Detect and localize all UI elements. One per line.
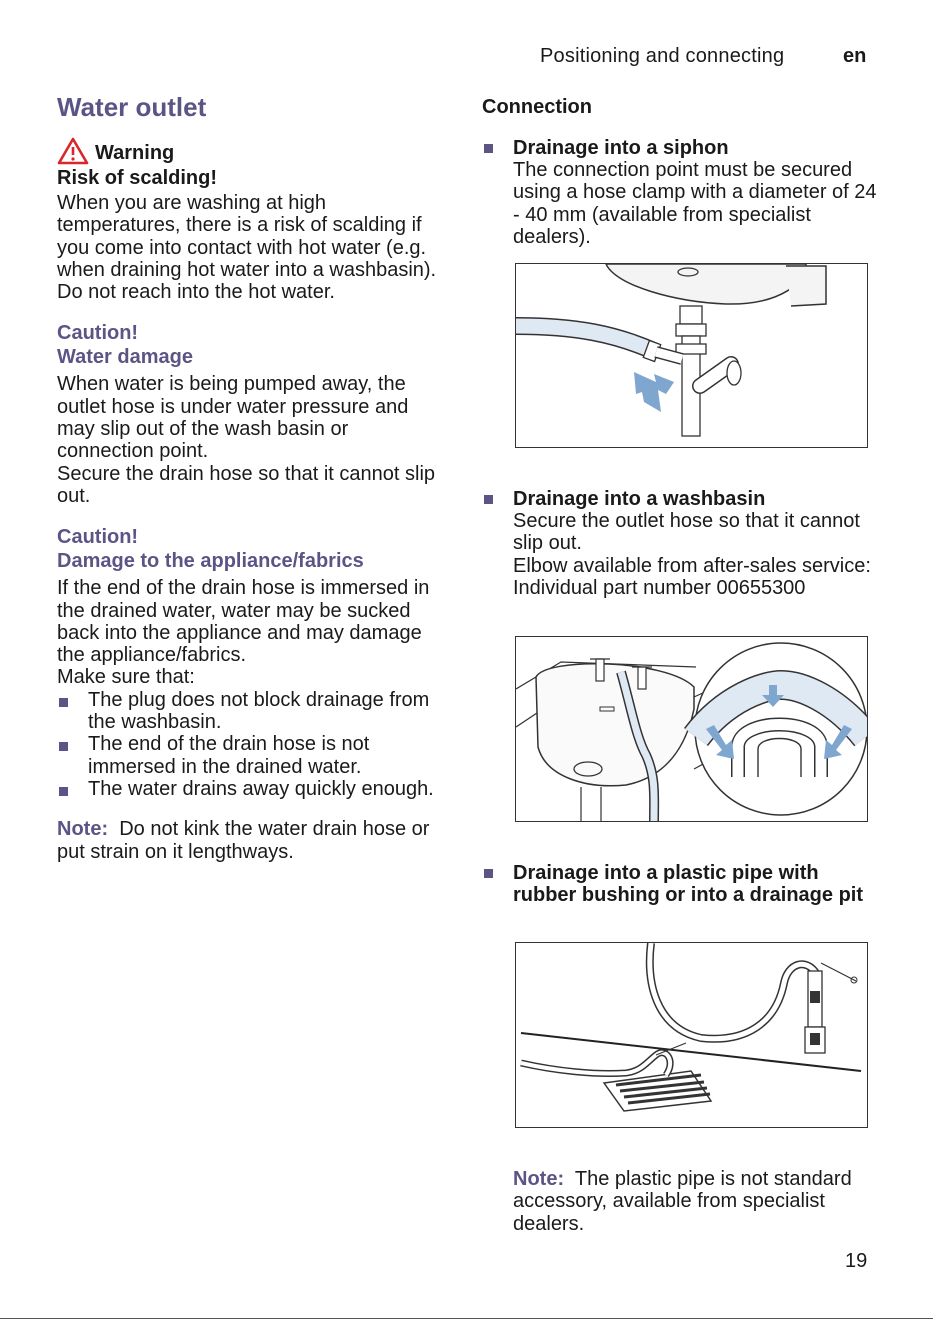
washbasin-item xyxy=(482,488,877,599)
siphon-item xyxy=(482,137,877,248)
right-column xyxy=(482,92,877,248)
washbasin-heading: Drainage into a washbasin xyxy=(513,488,766,510)
arrow-icon xyxy=(634,372,674,412)
list-item: The end of the drain hose is not immersed in the drained water. xyxy=(57,733,447,778)
caution-label: Caution! xyxy=(57,322,139,345)
drainage-pit-illustration xyxy=(515,942,868,1128)
section-title: Water outlet xyxy=(57,92,207,122)
note-text: Do not kink the water drain hose or put strain on it lengthways. xyxy=(57,818,430,863)
siphon-illustration xyxy=(515,263,868,448)
right-note xyxy=(513,1168,873,1235)
washbasin-illustration xyxy=(515,636,868,822)
caution-instruction: Secure the drain hose so that it cannot slip out. xyxy=(57,462,436,507)
washbasin-line: Secure the outlet hose so that it cannot slip out. xyxy=(513,510,860,555)
note-text: The plastic pipe is not standard accessory, available from specialist dealers. xyxy=(513,1168,852,1235)
pipe-item xyxy=(482,862,877,906)
warning-triangle-icon xyxy=(57,137,89,165)
header-language: en xyxy=(843,45,867,67)
pipe-heading: Drainage into a plastic pipe with rubber bushing or into a drainage pit xyxy=(513,862,864,906)
bullet xyxy=(484,869,493,878)
left-column xyxy=(57,92,447,863)
warning-body: When you are washing at high temperatures, there is a risk of scalding if you come into contact with hot water (e.g. when draining hot water into a washbasin). xyxy=(57,192,437,281)
bottom-divider xyxy=(0,1318,933,1319)
connection-title: Connection xyxy=(482,96,592,118)
page-number: 19 xyxy=(845,1250,868,1272)
washbasin-item-wrap xyxy=(482,488,877,599)
note xyxy=(57,818,447,863)
washbasin-line: Individual part number 00655300 xyxy=(513,576,806,599)
caution-list xyxy=(57,689,447,800)
warning-heading: Risk of scalding! xyxy=(57,167,218,189)
siphon-heading: Drainage into a siphon xyxy=(513,137,729,159)
washbasin-line: Elbow available from after-sales service: xyxy=(513,554,871,577)
siphon-text: The connection point must be secured using a hose clamp with a diameter of 24 - 40 mm (available from specialist dealers). xyxy=(513,159,877,248)
warning-instruction: Do not reach into the hot water. xyxy=(57,281,335,304)
list-item: The water drains away quickly enough. xyxy=(57,778,447,800)
caution-label: Caution! xyxy=(57,526,139,549)
note-label: Note: xyxy=(513,1168,565,1190)
warning-label xyxy=(57,135,447,165)
note xyxy=(513,1168,873,1235)
caution-intro: Make sure that: xyxy=(57,666,195,689)
warning-label-text: Warning xyxy=(95,142,175,164)
caution-body: If the end of the drain hose is immersed in the drained water, water may be sucked back into the appliance and may damage the appliance/fabrics. xyxy=(57,577,430,667)
header-section-title: Positioning and connecting xyxy=(540,45,785,67)
bullet xyxy=(484,144,493,153)
note-label: Note: xyxy=(57,818,109,841)
caution-heading: Water damage xyxy=(57,346,193,369)
bullet xyxy=(484,495,493,504)
pipe-item-wrap xyxy=(482,862,877,906)
caution-heading: Damage to the appliance/fabrics xyxy=(57,550,364,573)
list-item: The plug does not block drainage from the washbasin. xyxy=(57,689,447,734)
caution-body: When water is being pumped away, the outlet hose is under water pressure and may slip out of the wash basin or connection point. xyxy=(57,373,409,463)
